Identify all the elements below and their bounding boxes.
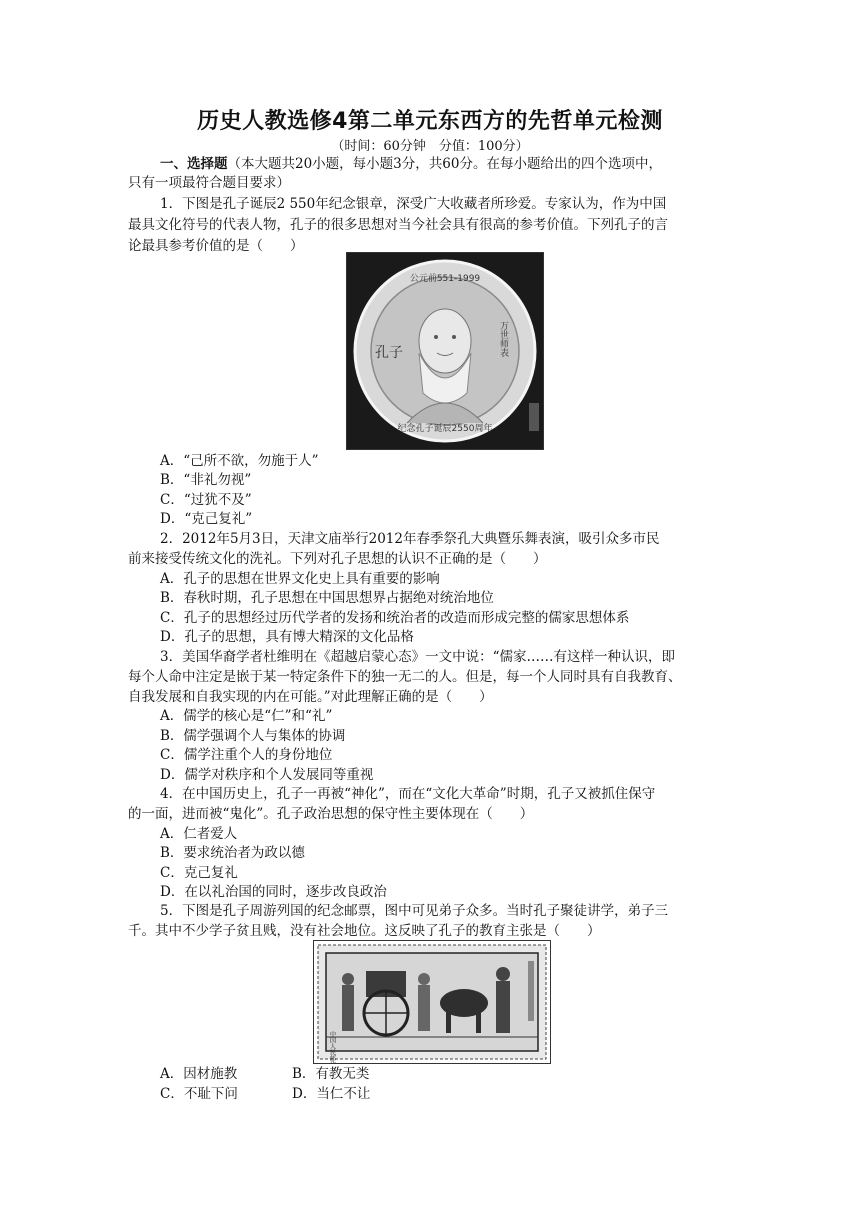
question-3-option-a: A．儒学的核心是“仁”和“礼” — [160, 708, 333, 724]
question-3-stem: 3．美国华裔学者杜维明在《超越启蒙心态》一文中说：“儒家……有这样一种认识，即 — [160, 649, 675, 665]
section-description: （本大题共20小题，每小题3分，共60分。在每小题给出的四个选项中， — [227, 156, 662, 172]
coin-illustration — [347, 253, 543, 449]
page-title: 历史人教选修4第二单元东西方的先哲单元检测 — [197, 109, 663, 134]
coin-bottom-text: 纪念孔子诞辰2550周年 — [397, 424, 493, 434]
question-3-option-c: C．儒学注重个人的身份地位 — [160, 747, 333, 763]
question-3-option-d: D．儒学对秩序和个人发展同等重视 — [160, 767, 374, 783]
question-3-stem-cont: 自我发展和自我实现的内在可能。”对此理解正确的是（ ） — [128, 689, 493, 705]
coin-top-text: 公元前551-1999 — [409, 274, 481, 284]
question-1-option-c: C．“过犹不及” — [160, 492, 252, 508]
question-1-stem: 1．下图是孔子诞辰2 550年纪念银章，深受广大收藏者所珍爱。专家认为，作为中国 — [160, 196, 667, 212]
question-3-option-b: B．儒学强调个人与集体的协调 — [160, 728, 346, 744]
question-5-option-c: C．不耻下问 — [160, 1086, 238, 1102]
question-4-option-c: C．克己复礼 — [160, 865, 238, 881]
question-5-options-row-1 — [160, 1065, 369, 1084]
coin-right-text: 万世师表 — [498, 321, 508, 357]
question-3-stem-cont: 每个人命中注定是嵌于某一特定条件下的独一无二的人。但是，每一个人同时具有自我教育、 — [128, 669, 682, 685]
section-description-cont: 只有一项最符合题目要求） — [128, 175, 290, 191]
question-5-stem: 5．下图是孔子周游列国的纪念邮票，图中可见弟子众多。当时孔子聚徒讲学，弟子三 — [160, 903, 669, 919]
question-5-option-d: D．当仁不让 — [292, 1086, 371, 1102]
question-1-stem-cont: 论最具参考价值的是（ ） — [128, 238, 304, 254]
section-heading: 一、选择题 — [160, 156, 228, 172]
question-5-option-b: B．有教无类 — [292, 1066, 370, 1082]
question-4-stem: 4．在中国历史上，孔子一再被“神化”，而在“文化大革命”时期，孔子又被抓住保守 — [160, 786, 656, 802]
question-2-option-c: C．孔子的思想经过历代学者的发扬和统治者的改造而形成完整的儒家思想体系 — [160, 610, 630, 626]
question-4-option-d: D．在以礼治国的同时，逐步改良政治 — [160, 884, 387, 900]
stamp-illustration — [314, 941, 550, 1063]
question-2-option-a: A．孔子的思想在世界文化史上具有重要的影响 — [160, 571, 440, 587]
question-4-option-a: A．仁者爱人 — [160, 826, 238, 842]
question-4-stem-cont: 的一面，进而被“鬼化”。孔子政治思想的保守性主要体现在（ ） — [128, 806, 534, 822]
question-2-option-d: D．孔子的思想，具有博大精深的文化品格 — [160, 629, 414, 645]
question-2-option-b: B．春秋时期，孔子思想在中国思想界占据绝对统治地位 — [160, 590, 494, 606]
question-5-options-row-2 — [160, 1085, 370, 1104]
question-2-stem: 2．2012年5月3日，天津文庙举行2012年春季祭孔大典暨乐舞表演，吸引众多市民 — [160, 531, 660, 547]
question-5-option-a: A．因材施教 — [160, 1066, 238, 1082]
commemorative-coin-image — [346, 252, 544, 450]
question-1-option-b: B．“非礼勿视” — [160, 472, 252, 488]
question-1-option-a: A．“己所不欲，勿施于人” — [160, 453, 319, 469]
coin-left-text: 孔子 — [375, 345, 403, 361]
exam-meta: （时间：60分钟 分值：100分） — [331, 139, 529, 154]
stamp-image — [313, 940, 551, 1064]
question-2-stem-cont: 前来接受传统文化的洗礼。下列对孔子思想的认识不正确的是（ ） — [128, 551, 547, 567]
question-1-stem-cont: 最具文化符号的代表人物，孔子的很多思想对当今社会具有很高的参考价值。下列孔子的言 — [128, 217, 668, 233]
question-1-option-d: D．“克己复礼” — [160, 511, 253, 527]
question-4-option-b: B．要求统治者为政以德 — [160, 845, 305, 861]
stamp-text: 中国人民邮政 — [328, 1031, 336, 1063]
question-5-stem-cont: 千。其中不少学子贫且贱，没有社会地位。这反映了孔子的教育主张是（ ） — [128, 923, 601, 939]
section-heading-line — [160, 155, 764, 174]
